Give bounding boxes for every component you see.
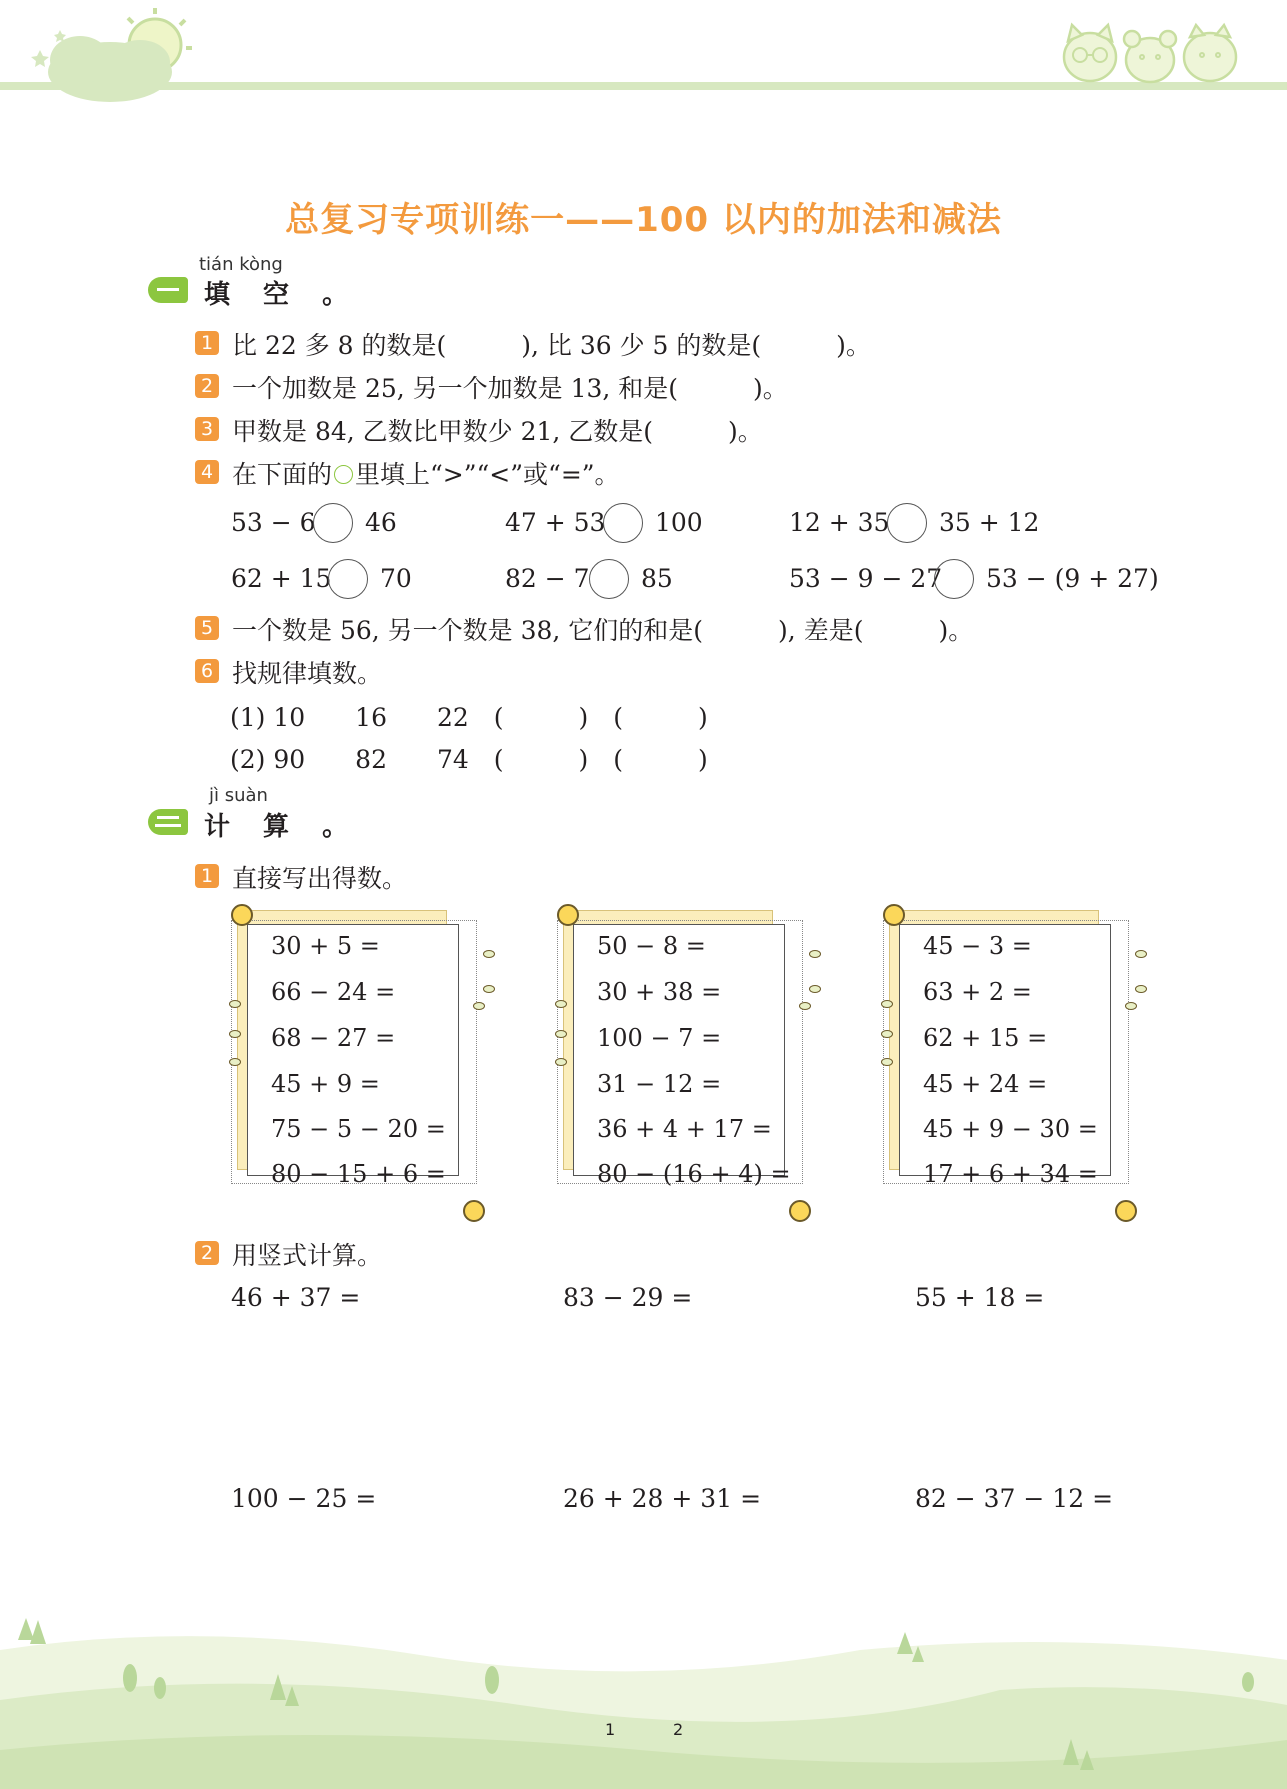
section-1-tag <box>148 277 188 303</box>
compare-4-left: 62 + 15 <box>231 564 332 593</box>
question-number-5: 5 <box>195 616 219 640</box>
calc-card-2-item: 80 − (16 + 4) = <box>597 1160 791 1188</box>
question-3-text: 甲数是 84, 乙数比甲数少 21, 乙数是( )。 <box>232 417 763 446</box>
compare-2-circle[interactable] <box>603 503 643 543</box>
question-1-text: 比 22 多 8 的数是( ), 比 36 少 5 的数是( )。 <box>232 331 871 360</box>
calc-card-3-item: 63 + 2 = <box>923 978 1032 1006</box>
compare-1-right: 46 <box>365 508 397 537</box>
vertical-calc-3: 55 + 18 = <box>915 1283 1045 1312</box>
question-number-6: 6 <box>195 659 219 683</box>
vertical-calc-1: 46 + 37 = <box>231 1283 361 1312</box>
calc-card-1-item: 66 − 24 = <box>271 978 396 1006</box>
question-4-post: 里填上“>”“<”或“=”。 <box>355 460 620 489</box>
section-2-title: 计 算 。 <box>204 812 361 842</box>
calc-card-3-item: 45 − 3 = <box>923 932 1032 960</box>
section-1-title: 填 空 。 <box>204 280 361 310</box>
calc-question-1-text: 直接写出得数。 <box>232 864 408 893</box>
compare-3-right: 35 + 12 <box>939 508 1040 537</box>
flower-icon <box>557 904 579 926</box>
calc-card-3-item: 45 + 9 − 30 = <box>923 1115 1098 1143</box>
sun-cloud-icon <box>0 0 220 115</box>
calc-card-2-item: 36 + 4 + 17 = <box>597 1115 772 1143</box>
compare-3-left: 12 + 35 <box>789 508 890 537</box>
calc-card-1-item: 30 + 5 = <box>271 932 380 960</box>
vertical-calc-2: 83 − 29 = <box>563 1283 693 1312</box>
vertical-calc-5: 26 + 28 + 31 = <box>563 1484 762 1513</box>
small-circle-icon <box>334 465 353 484</box>
flower-icon <box>231 904 253 926</box>
question-2-text: 一个加数是 25, 另一个加数是 13, 和是( )。 <box>232 374 788 403</box>
section-2-tag <box>148 809 188 835</box>
calc-card-2-item: 30 + 38 = <box>597 978 722 1006</box>
question-4-pre: 在下面的 <box>232 460 333 489</box>
calc-card-2-item: 50 − 8 = <box>597 932 706 960</box>
calc-card-1-item: 75 − 5 − 20 = <box>271 1115 446 1143</box>
calc-question-number-1: 1 <box>195 864 219 888</box>
question-number-3: 3 <box>195 417 219 441</box>
calc-question-2-text: 用竖式计算。 <box>232 1241 383 1270</box>
section-1-pinyin: tián kòng <box>199 254 283 275</box>
compare-3-circle[interactable] <box>887 503 927 543</box>
compare-4-circle[interactable] <box>328 559 368 599</box>
question-number-4: 4 <box>195 460 219 484</box>
compare-2-right: 100 <box>655 508 703 537</box>
compare-5-right: 85 <box>641 564 673 593</box>
page-title: 总复习专项训练一——100 以内的加法和减法 <box>285 200 1002 240</box>
sequence-1: (1) 10 16 22 ( ) ( ) <box>230 703 708 732</box>
calc-card-3-item: 17 + 6 + 34 = <box>923 1160 1098 1188</box>
question-number-1: 1 <box>195 331 219 355</box>
question-number-2: 2 <box>195 374 219 398</box>
calc-card-1-item: 68 − 27 = <box>271 1024 396 1052</box>
compare-6-circle[interactable] <box>934 559 974 599</box>
compare-6-left: 53 − 9 − 27 <box>789 564 943 593</box>
calc-card-3 <box>887 910 1119 1188</box>
page-number-right: 2 <box>673 1720 684 1739</box>
compare-4-right: 70 <box>380 564 412 593</box>
flower-icon <box>883 904 905 926</box>
calc-card-1-item: 80 − 15 + 6 = <box>271 1160 446 1188</box>
hills-landscape <box>0 1610 1287 1789</box>
compare-1-left: 53 − 6 <box>231 508 316 537</box>
vertical-calc-4: 100 − 25 = <box>231 1484 377 1513</box>
calc-card-1 <box>235 910 467 1188</box>
compare-5-circle[interactable] <box>589 559 629 599</box>
sequence-2: (2) 90 82 74 ( ) ( ) <box>230 745 708 774</box>
compare-6-right: 53 − (9 + 27) <box>986 564 1159 593</box>
calc-card-1-item: 45 + 9 = <box>271 1070 380 1098</box>
compare-2-left: 47 + 53 <box>505 508 606 537</box>
compare-1-circle[interactable] <box>313 503 353 543</box>
compare-5-left: 82 − 7 <box>505 564 590 593</box>
question-4-text <box>232 455 620 491</box>
page-number-left: 1 <box>605 1720 616 1739</box>
calc-question-number-2: 2 <box>195 1241 219 1265</box>
calc-card-3-item: 45 + 24 = <box>923 1070 1048 1098</box>
calc-card-3-item: 62 + 15 = <box>923 1024 1048 1052</box>
question-6-text: 找规律填数。 <box>232 659 383 688</box>
calc-card-2 <box>561 910 793 1188</box>
calc-card-2-item: 31 − 12 = <box>597 1070 722 1098</box>
animal-friends-icon <box>1050 15 1250 90</box>
calc-card-2-item: 100 − 7 = <box>597 1024 722 1052</box>
section-2-pinyin: jì suàn <box>209 785 268 806</box>
question-5-text: 一个数是 56, 另一个数是 38, 它们的和是( ), 差是( )。 <box>232 616 974 645</box>
vertical-calc-6: 82 − 37 − 12 = <box>915 1484 1114 1513</box>
